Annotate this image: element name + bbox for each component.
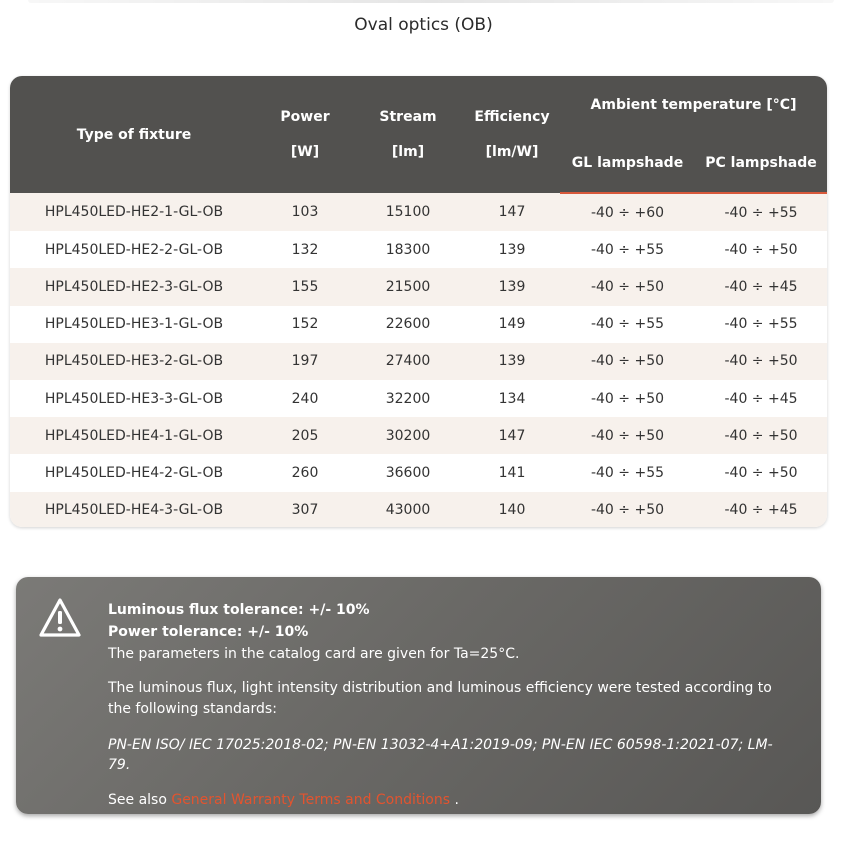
top-divider (28, 0, 834, 3)
cell-gl-temp: -40 ÷ +50 (560, 492, 695, 528)
standards-list: PN-EN ISO/ IEC 17025:2018-02; PN-EN 13032-4+A1:2019-09; PN-EN IEC 60598-1:2021-07; LM-79. (108, 737, 773, 773)
cell-efficiency: 149 (464, 306, 560, 343)
cell-fixture-type: HPL450LED-HE4-1-GL-OB (10, 417, 258, 454)
cell-stream: 21500 (352, 268, 464, 305)
cell-gl-temp: -40 ÷ +55 (560, 306, 695, 343)
col-header-stream-unit: [lm] (391, 143, 425, 160)
col-header-efficiency-unit: [lm/W] (485, 143, 539, 160)
see-also (108, 790, 788, 810)
table-row (10, 306, 827, 343)
col-header-ambient: Ambient temperature [°C] (560, 76, 827, 134)
cell-power: 103 (258, 193, 352, 231)
col-header-stream-label: Stream (379, 108, 437, 125)
cell-power: 307 (258, 492, 352, 528)
tested-note: The luminous flux, light intensity distribution and luminous efficiency were tested according to the following standards: (108, 680, 772, 717)
cell-gl-temp: -40 ÷ +60 (560, 193, 695, 231)
notice-box (16, 577, 821, 814)
cell-power: 152 (258, 306, 352, 343)
cell-stream: 15100 (352, 193, 464, 231)
cell-pc-temp: -40 ÷ +55 (695, 306, 827, 343)
col-header-fixture-label: Type of fixture (76, 126, 192, 143)
cell-efficiency: 139 (464, 268, 560, 305)
cell-gl-temp: -40 ÷ +50 (560, 268, 695, 305)
warning-icon (38, 597, 82, 639)
table-row (10, 492, 827, 528)
specs-table-card (10, 76, 827, 527)
cell-power: 155 (258, 268, 352, 305)
cell-stream: 27400 (352, 343, 464, 380)
cell-fixture-type: HPL450LED-HE2-3-GL-OB (10, 268, 258, 305)
cell-efficiency: 139 (464, 231, 560, 268)
see-also-prefix: See also (108, 792, 172, 808)
col-header-pc: PC lampshade (695, 134, 827, 193)
cell-power: 197 (258, 343, 352, 380)
cell-pc-temp: -40 ÷ +50 (695, 454, 827, 491)
notice-text (108, 599, 788, 810)
cell-fixture-type: HPL450LED-HE2-1-GL-OB (10, 193, 258, 231)
cell-efficiency: 140 (464, 492, 560, 528)
cell-fixture-type: HPL450LED-HE2-2-GL-OB (10, 231, 258, 268)
cell-stream: 22600 (352, 306, 464, 343)
cell-fixture-type: HPL450LED-HE4-3-GL-OB (10, 492, 258, 528)
col-header-efficiency-label: Efficiency (474, 108, 550, 125)
cell-pc-temp: -40 ÷ +50 (695, 343, 827, 380)
col-header-efficiency (464, 76, 560, 193)
cell-power: 260 (258, 454, 352, 491)
cell-stream: 18300 (352, 231, 464, 268)
cell-pc-temp: -40 ÷ +45 (695, 268, 827, 305)
table-header (10, 76, 827, 193)
section-title: Oval optics (OB) (354, 15, 493, 35)
col-header-power (258, 76, 352, 193)
table-row (10, 380, 827, 417)
col-header-power-label: Power (280, 108, 330, 125)
table-row (10, 417, 827, 454)
cell-pc-temp: -40 ÷ +55 (695, 193, 827, 231)
table-row (10, 268, 827, 305)
cell-gl-temp: -40 ÷ +50 (560, 343, 695, 380)
cell-stream: 32200 (352, 380, 464, 417)
table-body (10, 193, 827, 527)
cell-gl-temp: -40 ÷ +55 (560, 454, 695, 491)
cell-pc-temp: -40 ÷ +45 (695, 492, 827, 528)
table-row (10, 193, 827, 231)
col-header-fixture (10, 76, 258, 193)
col-header-stream (352, 76, 464, 193)
cell-efficiency: 147 (464, 417, 560, 454)
cell-stream: 30200 (352, 417, 464, 454)
cell-pc-temp: -40 ÷ +50 (695, 231, 827, 268)
cell-gl-temp: -40 ÷ +50 (560, 380, 695, 417)
cell-gl-temp: -40 ÷ +50 (560, 417, 695, 454)
cell-stream: 43000 (352, 492, 464, 528)
table-row (10, 231, 827, 268)
cell-efficiency: 139 (464, 343, 560, 380)
cell-pc-temp: -40 ÷ +50 (695, 417, 827, 454)
cell-stream: 36600 (352, 454, 464, 491)
cell-power: 205 (258, 417, 352, 454)
power-tolerance: Power tolerance: +/- 10% (108, 624, 309, 640)
flux-tolerance: Luminous flux tolerance: +/- 10% (108, 602, 370, 618)
table-row (10, 454, 827, 491)
cell-efficiency: 147 (464, 193, 560, 231)
col-header-power-unit: [W] (290, 143, 320, 160)
cell-fixture-type: HPL450LED-HE3-2-GL-OB (10, 343, 258, 380)
table-row (10, 343, 827, 380)
cell-fixture-type: HPL450LED-HE3-3-GL-OB (10, 380, 258, 417)
cell-fixture-type: HPL450LED-HE3-1-GL-OB (10, 306, 258, 343)
cell-efficiency: 134 (464, 380, 560, 417)
cell-efficiency: 141 (464, 454, 560, 491)
col-header-gl: GL lampshade (560, 134, 695, 193)
cell-fixture-type: HPL450LED-HE4-2-GL-OB (10, 454, 258, 491)
warranty-link[interactable]: General Warranty Terms and Conditions (171, 792, 455, 808)
see-also-suffix: . (454, 792, 459, 808)
cell-power: 240 (258, 380, 352, 417)
cell-pc-temp: -40 ÷ +45 (695, 380, 827, 417)
cell-power: 132 (258, 231, 352, 268)
params-note: The parameters in the catalog card are given for Ta=25°C. (108, 646, 520, 662)
cell-gl-temp: -40 ÷ +55 (560, 231, 695, 268)
specs-table (10, 76, 827, 527)
